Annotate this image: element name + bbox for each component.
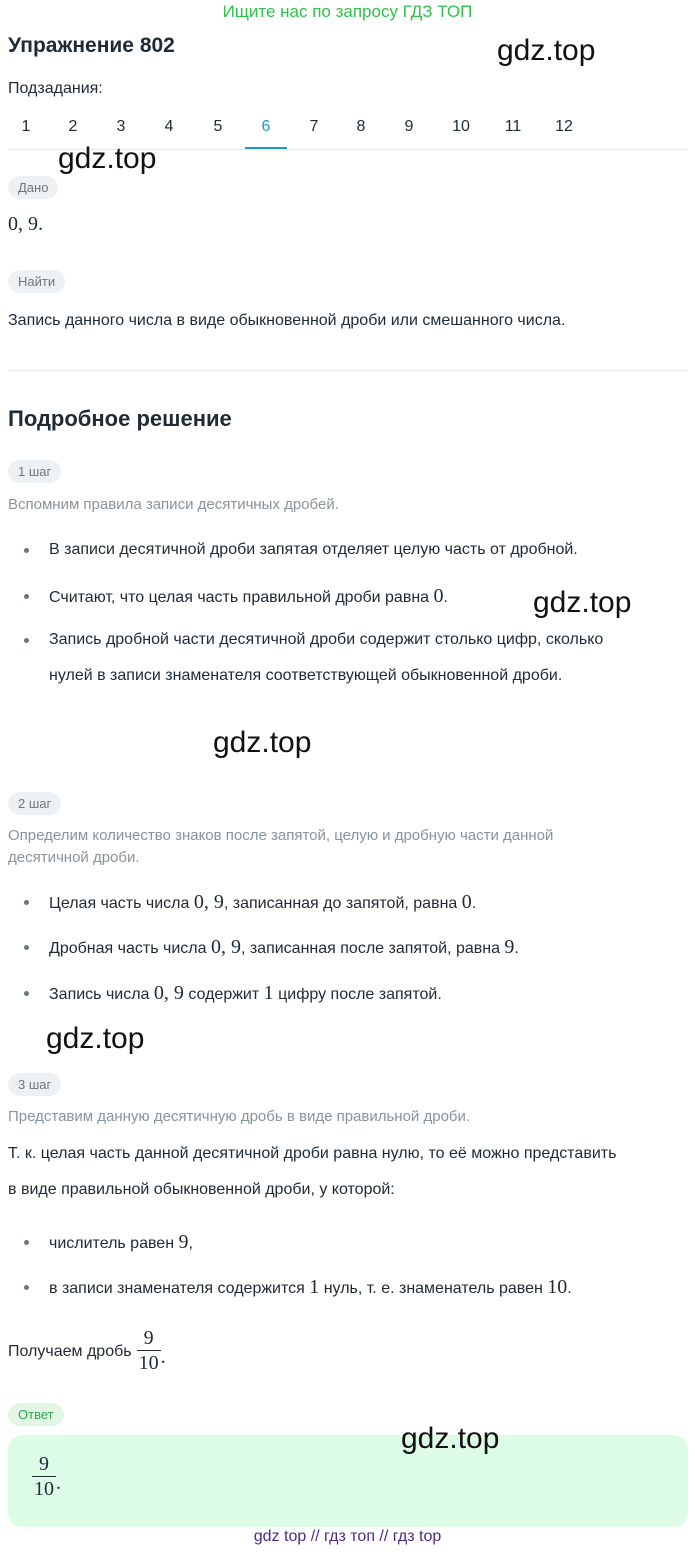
tab-2[interactable]: 2: [68, 118, 78, 135]
step-3-badge: 3 шаг: [8, 1073, 61, 1096]
watermark: gdz.top: [497, 34, 596, 67]
step-1-intro: Вспомним правила записи десятичных дробей.: [8, 496, 339, 513]
step-1-badge: 1 шаг: [8, 460, 61, 483]
result-fraction: $\frac{9}{10}$: [138, 1327, 159, 1374]
list-item: Дробная часть числа 0, 9, записанная после запятой, равна 9.: [22, 929, 672, 967]
tab-3[interactable]: 3: [116, 118, 126, 135]
step-2-badge: 2 шаг: [8, 792, 61, 815]
list-item: Считают, что целая часть правильной дроби равна 0.: [22, 578, 672, 616]
answer-value: $\frac{9}{10}$ .: [34, 1453, 61, 1500]
watermark: gdz.top: [213, 726, 312, 759]
tab-4[interactable]: 4: [164, 118, 174, 135]
list-item: Запись числа 0, 9 содержит 1 цифру после запятой.: [22, 975, 672, 1013]
active-tab-indicator: [245, 147, 287, 149]
tab-1[interactable]: 1: [21, 118, 31, 135]
result-line: Получаем дробь $\frac{9}{10}$ .: [8, 1327, 166, 1374]
given-value: 0, 9.: [8, 213, 43, 235]
list-item: В записи десятичной дроби запятая отделяет целую часть от дробной.: [22, 532, 672, 568]
given-badge: Дано: [8, 176, 58, 199]
watermark: gdz.top: [46, 1022, 145, 1055]
answer-box: [8, 1435, 688, 1527]
tab-12[interactable]: 12: [555, 118, 573, 135]
watermark: gdz.top: [58, 142, 157, 175]
list-item: в записи знаменателя содержится 1 нуль, т. е. знаменатель равен 10.: [22, 1269, 672, 1307]
answer-fraction: $\frac{9}{10}$: [34, 1453, 54, 1500]
step-2-intro: Определим количество знаков после запятой, целую и дробную части данной десятичной дроби.: [8, 827, 554, 866]
solution-title: Подробное решение: [8, 406, 232, 431]
tab-11[interactable]: 11: [504, 118, 522, 135]
page-title: Упражнение 802: [8, 34, 175, 57]
step-3-intro: Представим данную десятичную дробь в виде правильной дроби.: [8, 1108, 471, 1125]
list-item: числитель равен 9,: [22, 1224, 672, 1262]
tab-9[interactable]: 9: [404, 118, 414, 135]
divider: [8, 370, 688, 371]
search-banner[interactable]: Ищите нас по запросу ГДЗ ТОП: [222, 2, 473, 21]
tab-5[interactable]: 5: [213, 118, 223, 135]
footer-links[interactable]: gdz top // гдз топ // гдз top: [253, 1528, 442, 1545]
tab-8[interactable]: 8: [356, 118, 366, 135]
list-item: Запись дробной части десятичной дроби содержит столько цифр, сколько нулей в записи знаменателя соответствующей обыкновенной дроби.: [22, 622, 672, 694]
tab-6[interactable]: 6: [261, 118, 271, 135]
watermark: gdz.top: [401, 1422, 500, 1455]
watermark: gdz.top: [533, 586, 632, 619]
subtasks-label: Подзадания:: [8, 80, 103, 97]
tab-10[interactable]: 10: [452, 118, 470, 135]
answer-badge: Ответ: [8, 1403, 64, 1426]
step-3-paragraph: Т. к. целая часть данной десятичной дроби равна нулю, то её можно представить в виде правильной обыкновенной дроби, у которой:: [8, 1145, 617, 1198]
tab-7[interactable]: 7: [309, 118, 319, 135]
list-item: Целая часть числа 0, 9, записанная до запятой, равна 0.: [22, 884, 672, 922]
find-badge: Найти: [8, 270, 65, 293]
find-text: Запись данного числа в виде обыкновенной дроби или смешанного числа.: [8, 312, 566, 329]
